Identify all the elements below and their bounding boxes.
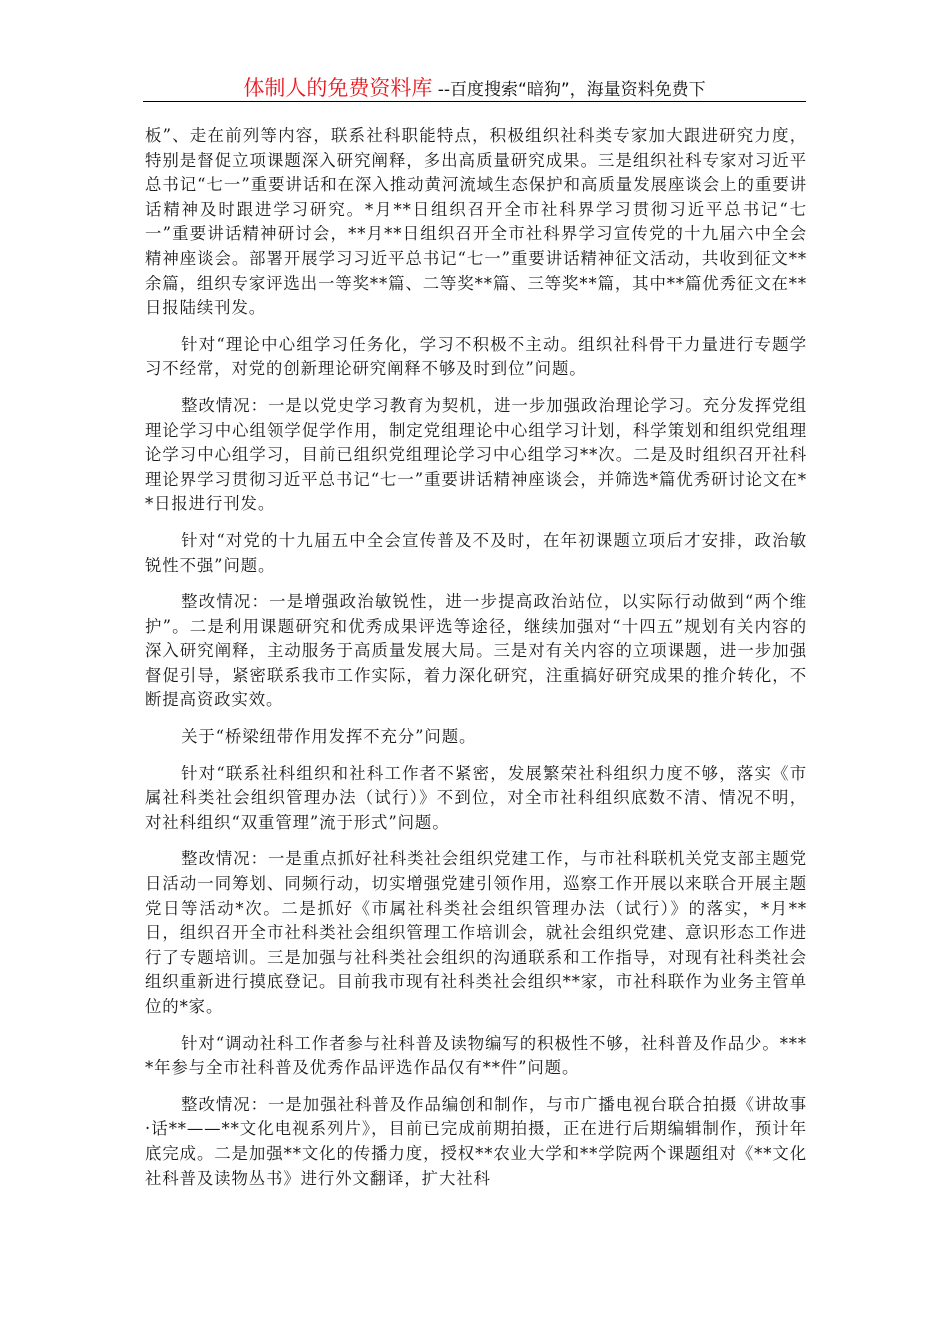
page-header (143, 72, 806, 102)
header-divider (143, 101, 806, 102)
header-brand: 体制人的免费资料库 (243, 76, 433, 100)
header-slogan: --百度搜索“暗狗”，海量资料免费下 (432, 80, 706, 100)
paragraph-rectification: 整改情况：一是以党史学习教育为契机，进一步加强政治理论学习。充分发挥党组理论学习中心组领学促学作用，制定党组理论中心组学习计划，科学策划和组织党组理论学习中心组学习，目前已组织党组理论学习中心组学习**次。二是及时组织召开社科理论界学习贯彻习近平总书记“七一”重要讲话精神座谈会，并筛选*篇优秀研讨论文在**日报进行刊发。 (145, 395, 807, 514)
paragraph-continuation: 板”、走在前列等内容，联系社科职能特点，积极组织社科类专家加大跟进研究力度，特别是督促立项课题深入研究阐释，多出高质量研究成果。三是组织社科专家对习近平总书记“七一”重要讲话和在深入推动黄河流域生态保护和高质量发展座谈会上的重要讲话精神及时跟进学习研究。*月**日组织召开全市社科界学习贯彻习近平总书记“七一”重要讲话精神研讨会，**月**日组织召开全市社科界学习宣传党的十九届六中全会精神座谈会。部署开展学习习近平总书记“七一”重要讲话精神征文活动，共收到征文**余篇，组织专家评选出一等奖**篇、二等奖**篇、三等奖**篇，其中**篇优秀征文在**日报陆续刊发。 (145, 126, 807, 318)
document-body (145, 124, 807, 1203)
paragraph-issue: 针对“理论中心组学习任务化，学习不积极不主动。组织社科骨干力量进行专题学习不经常，对党的创新理论研究阐释不够及时到位”问题。 (145, 334, 807, 379)
paragraph-section-heading: 关于“桥梁纽带作用发挥不充分”问题。 (181, 727, 477, 747)
paragraph-rectification: 整改情况：一是加强社科普及作品编创和制作，与市广播电视台联合拍摄《讲故事·话**——**文化电视系列片》，目前已完成前期拍摄，正在进行后期编辑制作，预计年底完成。二是加强**文化的传播力度，授权**农业大学和**学院两个课题组对《**文化社科普及读物丛书》进行外文翻译，扩大社科 (145, 1094, 807, 1188)
paragraph-rectification: 整改情况：一是重点抓好社科类社会组织党建工作，与市社科联机关党支部主题党日活动一同筹划、同频行动，切实增强党建引领作用，巡察工作开展以来联合开展主题党日等活动*次。二是抓好《市属社科类社会组织管理办法（试行）》的落实，*月**日，组织召开全市社科类社会组织管理工作培训会，就社会组织党建、意识形态工作进行了专题培训。三是加强与社科类社会组织的沟通联系和工作指导，对现有社科类社会组织重新进行摸底登记。目前我市现有社科类社会组织**家，市社科联作为业务主管单位的*家。 (145, 849, 807, 1016)
paragraph-rectification: 整改情况：一是增强政治敏锐性，进一步提高政治站位，以实际行动做到“两个维护”。二是利用课题研究和优秀成果评选等途径，继续加强对“十四五”规划有关内容的深入研究阐释，主动服务于高质量发展大局。三是对有关内容的立项课题，进一步加强督促引导，紧密联系我市工作实际，着力深化研究，注重搞好研究成果的推介转化，不断提高资政实效。 (145, 592, 807, 710)
paragraph-issue: 针对“调动社科工作者参与社科普及读物编写的积极性不够，社科普及作品少。****年参与全市社科普及优秀作品评选作品仅有**件”问题。 (145, 1033, 807, 1078)
paragraph-issue: 针对“联系社科组织和社科工作者不紧密，发展繁荣社科组织力度不够，落实《市属社科类社会组织管理办法（试行）》不到位，对全市社科组织底数不清、情况不明，对社科组织“双重管理”流于形式”问题。 (145, 763, 807, 832)
paragraph-issue: 针对“对党的十九届五中全会宣传普及不及时，在年初课题立项后才安排，政治敏锐性不强”问题。 (145, 530, 807, 575)
